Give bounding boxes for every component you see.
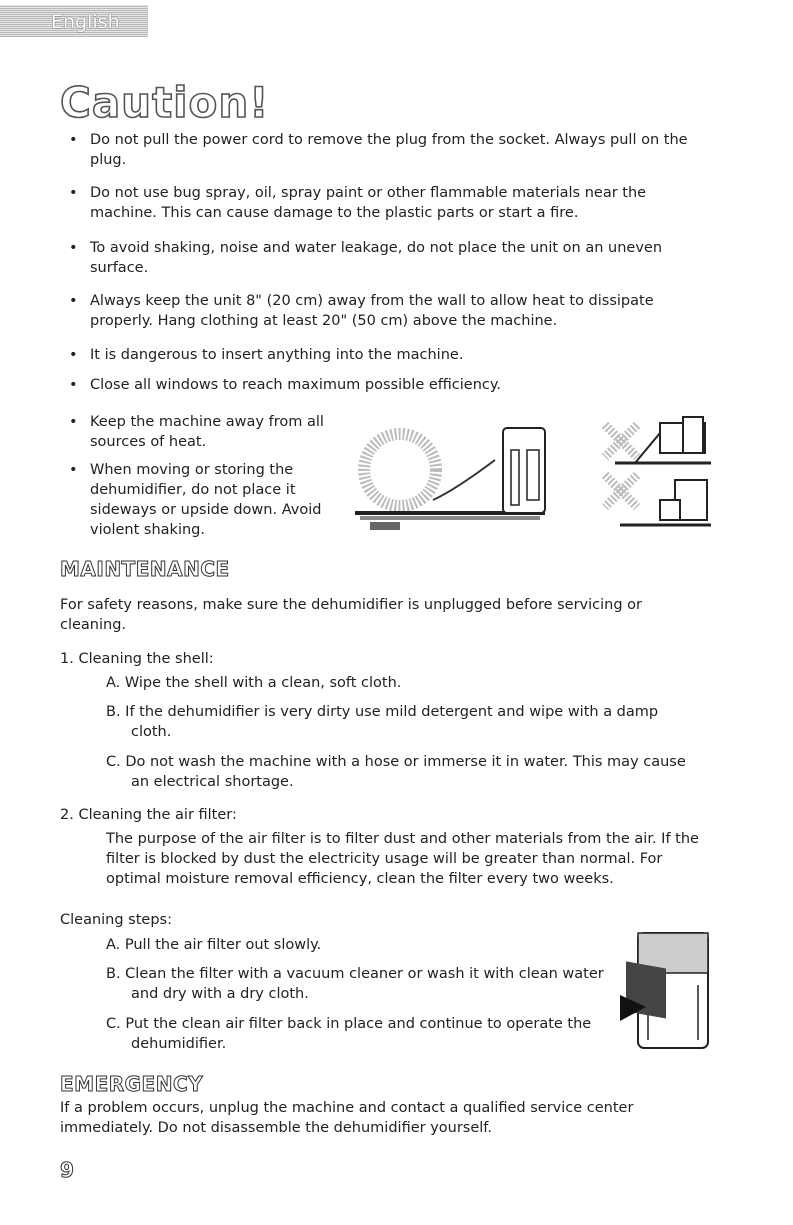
step-c: C. Put the clean air filter back in place and continue to operate the dehumidifier.: [106, 1016, 592, 1052]
prohibited-x-icon: [605, 475, 637, 507]
filter-title: 2. Cleaning the air filter:: [60, 807, 237, 823]
caution-title: Caution!: [60, 78, 270, 127]
caution-item: • Close all windows to reach maximum possible efficiency.: [60, 375, 730, 395]
filter-body: The purpose of the air filter is to filter dust and other materials from the air. If the filter is blocked by dust the electricity usage will be greater than normal. For optimal moisture removal efficiency, clean the filter every two weeks.: [106, 831, 699, 887]
caution-item: • Do not pull the power cord to remove the plug from the socket. Always pull on the plug.: [60, 130, 690, 170]
language-tab-label: English: [51, 11, 120, 33]
orientation-illustration: [595, 415, 715, 545]
step-a: A. Pull the air filter out slowly.: [106, 937, 322, 953]
page-number: 9: [60, 1158, 74, 1182]
shell-step-b: B. If the dehumidifier is very dirty use mild detergent and wipe with a damp cloth.: [106, 704, 659, 740]
caution-item: • Always keep the unit 8" (20 cm) away from the wall to allow heat to dissipate properly. Hang clothing at least 20" (50 cm) above the machine.: [60, 291, 720, 331]
emergency-heading: EMERGENCY: [60, 1072, 204, 1096]
emergency-body: If a problem occurs, unplug the machine and contact a qualified service center immediately. Do not disassemble the dehumidifier yourself.: [60, 1100, 634, 1136]
shell-step-c: C. Do not wash the machine with a hose or immerse it in water. This may cause an electrical shortage.: [106, 754, 686, 790]
caution-item: • To avoid shaking, noise and water leakage, do not place the unit on an uneven surface.: [60, 238, 670, 278]
steps-title: Cleaning steps:: [60, 912, 172, 928]
caution-item: • When moving or storing the dehumidifier, do not place it sideways or upside down. Avoid violent shaking.: [60, 460, 352, 540]
shell-step-a: A. Wipe the shell with a clean, soft cloth.: [106, 675, 402, 691]
language-tab: [0, 5, 148, 37]
prohibited-x-icon: [605, 425, 637, 457]
caution-item: • It is dangerous to insert anything into the machine.: [60, 345, 730, 365]
maintenance-intro: For safety reasons, make sure the dehumidifier is unplugged before servicing or cleaning.: [60, 597, 642, 633]
heat-source-illustration: [355, 420, 550, 550]
filter-illustration: [618, 925, 718, 1055]
maintenance-heading: MAINTENANCE: [60, 557, 230, 581]
caution-item: • Do not use bug spray, oil, spray paint or other flammable materials near the machine. This can cause damage to the plastic parts or start a fire.: [60, 183, 700, 223]
caution-item: • Keep the machine away from all sources of heat.: [60, 412, 352, 452]
step-b: B. Clean the filter with a vacuum cleaner or wash it with clean water and dry with a dry cloth.: [106, 966, 604, 1002]
shell-title: 1. Cleaning the shell:: [60, 651, 214, 667]
